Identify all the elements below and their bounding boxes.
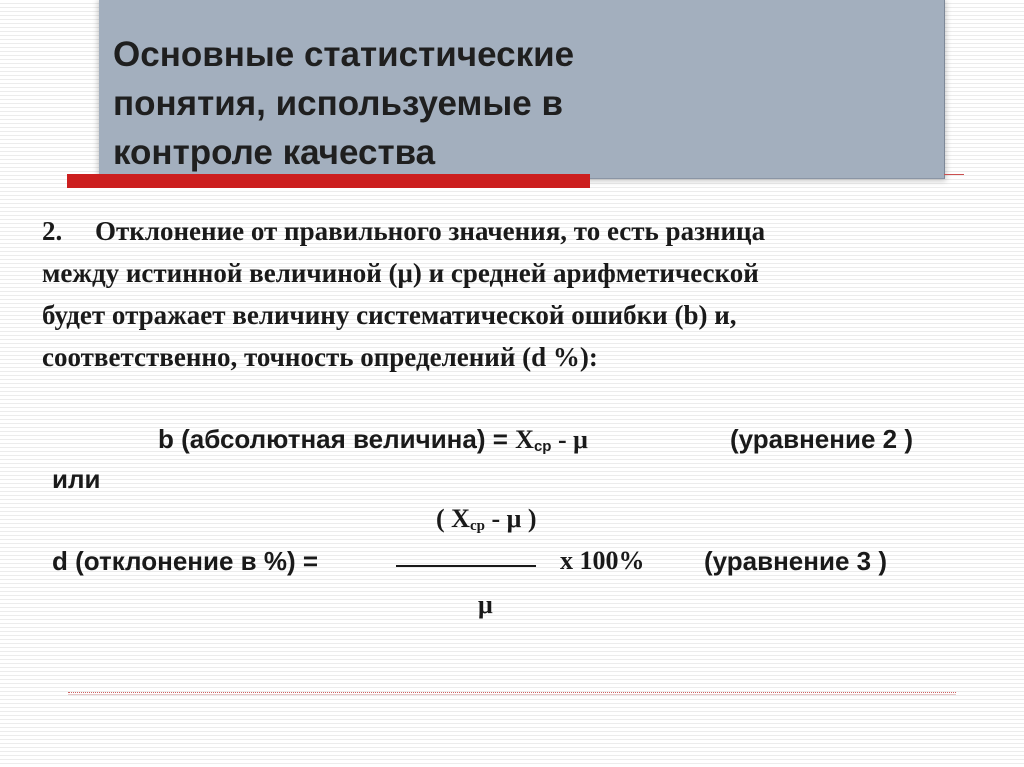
equation-2-subscript: ср: [533, 438, 552, 455]
footer-divider: [68, 692, 956, 693]
title-line-1: Основные статистические: [113, 35, 575, 74]
paragraph-line-1: Отклонение от правильного значения, то есть разница: [95, 216, 766, 246]
numerator-open: ( X: [436, 504, 470, 533]
slide-title: [113, 30, 913, 177]
numerator-subscript: ср: [469, 518, 485, 534]
equation-3-lhs: d (отклонение в %) =: [52, 546, 319, 576]
title-line-3: контроле качества: [113, 133, 436, 172]
equation-3-numerator: [436, 504, 537, 538]
equation-2-mu: - μ: [551, 425, 588, 454]
paragraph-line-4: соответственно, точность определений (d %):: [42, 342, 598, 372]
equation-3-label: (уравнение 3 ): [704, 546, 887, 576]
fraction-bar: [396, 565, 536, 567]
equation-2-equals: =: [492, 424, 508, 454]
title-line-2: понятия, используемые в: [113, 84, 564, 123]
connector-text: или: [52, 464, 101, 494]
equation-2-label: (уравнение 2 ): [730, 424, 913, 454]
numerator-close: - μ ): [484, 504, 537, 533]
equation-2-lhs: b (абсолютная величина): [158, 424, 486, 454]
paragraph-line-2: между истинной величиной (μ) и средней арифметической: [42, 258, 759, 288]
equation-2: [158, 424, 588, 459]
equation-3-denominator: μ: [478, 590, 493, 619]
paragraph-number: 2.: [42, 216, 63, 246]
equation-3-times: x 100%: [560, 546, 645, 575]
body-paragraph: [42, 210, 982, 378]
title-accent-rule: [944, 174, 964, 175]
equation-2-x: X: [515, 425, 534, 454]
paragraph-line-3: будет отражает величину систематической ошибки (b) и,: [42, 300, 737, 330]
footer-divider-shadow: [68, 694, 956, 695]
